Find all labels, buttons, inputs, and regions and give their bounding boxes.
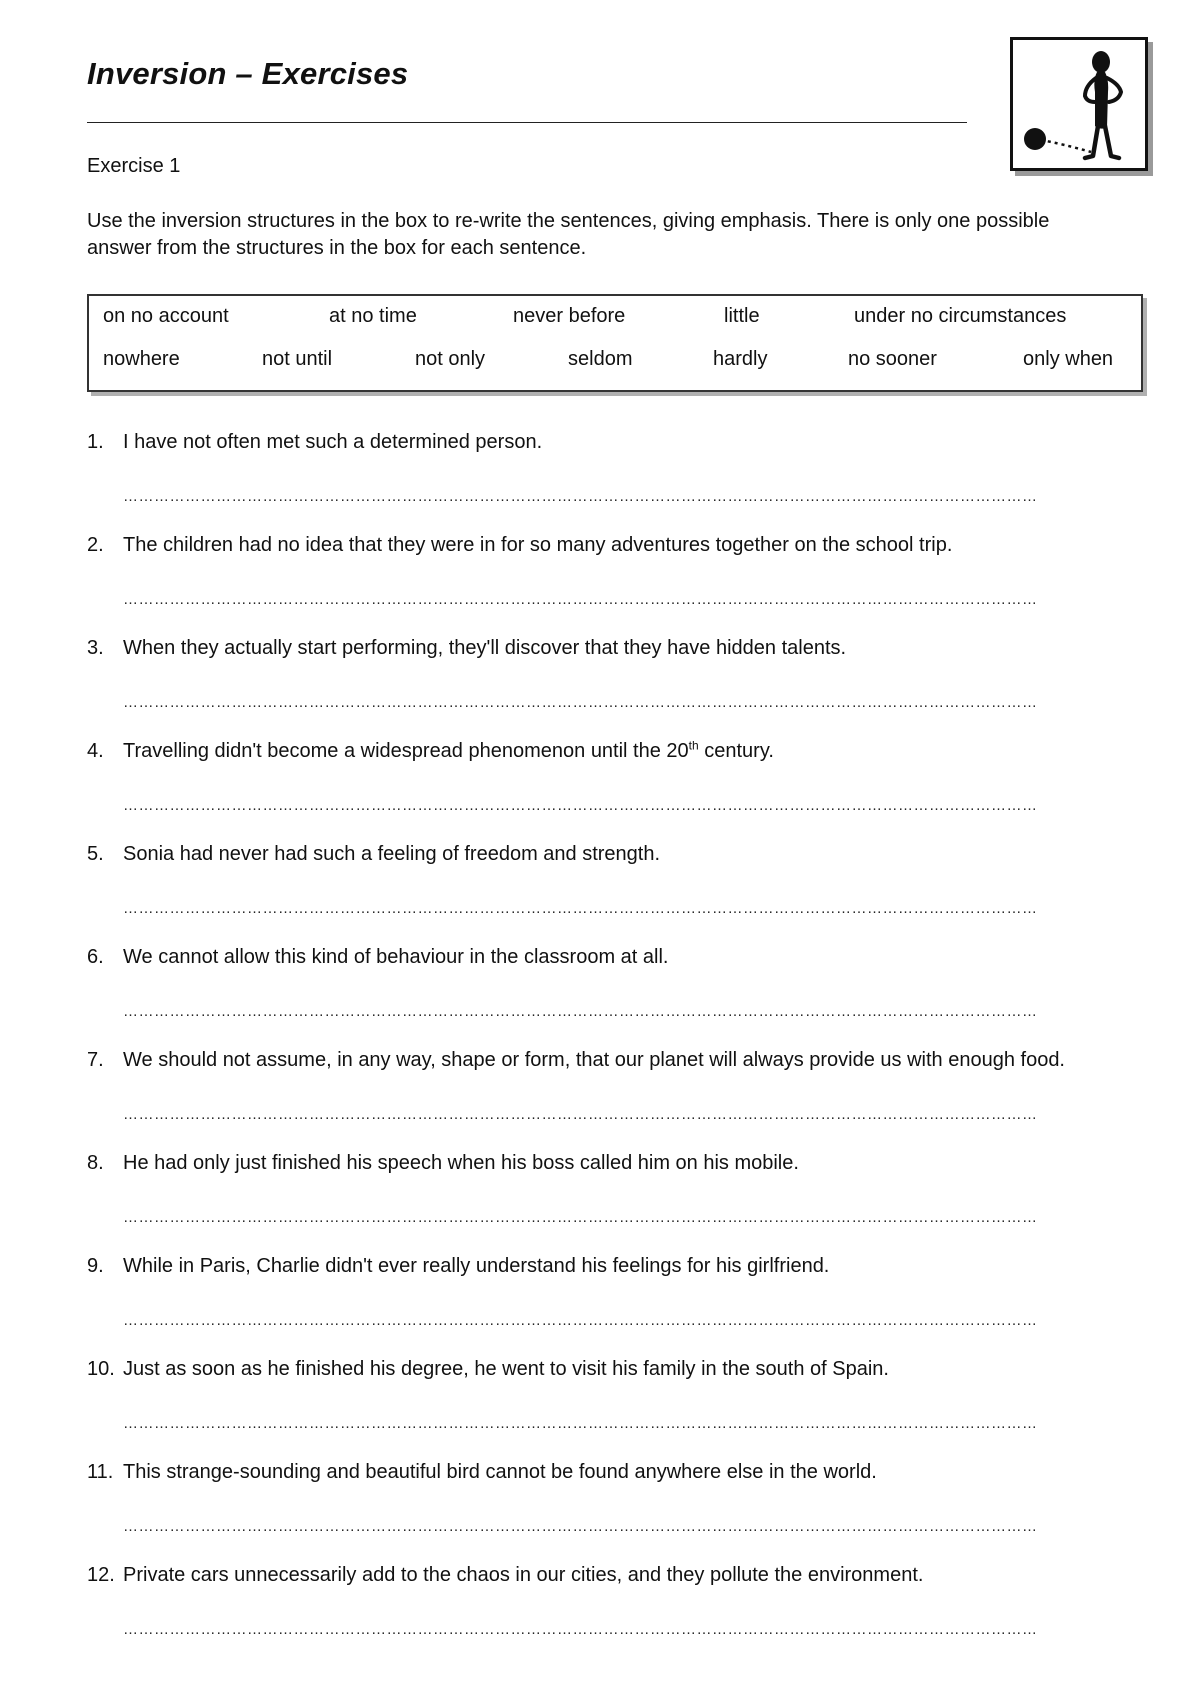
ordinal-superscript: th	[688, 738, 699, 753]
question-item	[87, 1562, 1127, 1589]
word-box-item: little	[724, 305, 760, 327]
question-item	[87, 1459, 1127, 1486]
question-number: 1.	[87, 431, 104, 453]
word-box-item: at no time	[329, 305, 417, 327]
answer-line[interactable]: ……………………………………………………………………………………………………………………………………………………………	[123, 797, 1038, 814]
answer-line[interactable]: ……………………………………………………………………………………………………………………………………………………………	[123, 1209, 1038, 1226]
word-box-item: hardly	[713, 348, 768, 370]
question-item	[87, 738, 1127, 765]
question-text: While in Paris, Charlie didn't ever really understand his feelings for his girlfriend.	[123, 1255, 830, 1277]
word-box-item: not until	[262, 348, 333, 370]
question-item	[87, 429, 1127, 456]
question-item	[87, 1150, 1127, 1177]
question-text: Sonia had never had such a feeling of freedom and strength.	[123, 843, 661, 865]
question-number: 2.	[87, 534, 104, 556]
answer-line[interactable]: ……………………………………………………………………………………………………………………………………………………………	[123, 1106, 1038, 1123]
question-number: 8.	[87, 1152, 104, 1174]
word-box-item: no sooner	[848, 348, 937, 370]
question-number: 11.	[87, 1461, 114, 1483]
answer-line[interactable]: ……………………………………………………………………………………………………………………………………………………………	[123, 1415, 1038, 1432]
answer-line[interactable]: ……………………………………………………………………………………………………………………………………………………………	[123, 591, 1038, 608]
question-text: When they actually start performing, they'll discover that they have hidden talents.	[123, 637, 847, 659]
question-text-part: century.	[698, 740, 774, 762]
question-number: 6.	[87, 946, 104, 968]
answer-line[interactable]: ……………………………………………………………………………………………………………………………………………………………	[123, 1312, 1038, 1329]
question-text: This strange-sounding and beautiful bird cannot be found anywhere else in the world.	[123, 1461, 877, 1483]
question-item	[87, 1253, 1127, 1280]
question-item	[87, 1356, 1127, 1383]
question-text: Private cars unnecessarily add to the chaos in our cities, and they pollute the environment.	[123, 1564, 924, 1586]
word-box-item: on no account	[103, 305, 229, 327]
question-number: 9.	[87, 1255, 104, 1277]
exercise-label: Exercise 1	[87, 155, 181, 177]
question-text	[123, 738, 1127, 765]
word-box-item: only when	[1023, 348, 1114, 370]
question-item	[87, 841, 1127, 868]
question-text-part: Travelling didn't become a widespread phenomenon until the 20	[123, 740, 689, 762]
word-box-item: under no circumstances	[854, 305, 1067, 327]
answer-line[interactable]: ……………………………………………………………………………………………………………………………………………………………	[123, 1518, 1038, 1535]
answer-line[interactable]: ……………………………………………………………………………………………………………………………………………………………	[123, 1621, 1038, 1638]
stick-figure-ball-and-chain-icon	[1010, 37, 1148, 171]
question-number: 7.	[87, 1049, 104, 1071]
word-box-item: nowhere	[103, 348, 180, 370]
question-text: The children had no idea that they were in for so many adventures together on the school trip.	[123, 534, 953, 556]
question-number: 4.	[87, 740, 104, 762]
question-item	[87, 944, 1127, 971]
word-box-item: never before	[513, 305, 626, 327]
page-title: Inversion – Exercises	[87, 56, 409, 91]
question-text: I have not often met such a determined person.	[123, 431, 543, 453]
answer-line[interactable]: ……………………………………………………………………………………………………………………………………………………………	[123, 900, 1038, 917]
question-text: We cannot allow this kind of behaviour in the classroom at all.	[123, 946, 669, 968]
question-item	[87, 1047, 1127, 1074]
title-divider	[87, 122, 967, 123]
answer-line[interactable]: ……………………………………………………………………………………………………………………………………………………………	[123, 488, 1038, 505]
question-number: 10.	[87, 1358, 115, 1380]
question-number: 12.	[87, 1564, 115, 1586]
answer-line[interactable]: ……………………………………………………………………………………………………………………………………………………………	[123, 694, 1038, 711]
exercise-instructions: Use the inversion structures in the box to re-write the sentences, giving emphasis. There is only one possible answer from the structures in the box for each sentence.	[87, 210, 1050, 259]
question-text: We should not assume, in any way, shape or form, that our planet will always provide us with enough food.	[123, 1049, 1065, 1071]
inversion-word-box	[87, 294, 1143, 392]
question-item	[87, 532, 1127, 559]
word-box-item: seldom	[568, 348, 633, 370]
answer-line[interactable]: ……………………………………………………………………………………………………………………………………………………………	[123, 1003, 1038, 1020]
question-number: 5.	[87, 843, 104, 865]
question-text: He had only just finished his speech when his boss called him on his mobile.	[123, 1152, 799, 1174]
question-text: Just as soon as he finished his degree, he went to visit his family in the south of Spain.	[123, 1358, 889, 1380]
question-number: 3.	[87, 637, 104, 659]
word-box-item: not only	[415, 348, 486, 370]
question-item	[87, 635, 1127, 662]
